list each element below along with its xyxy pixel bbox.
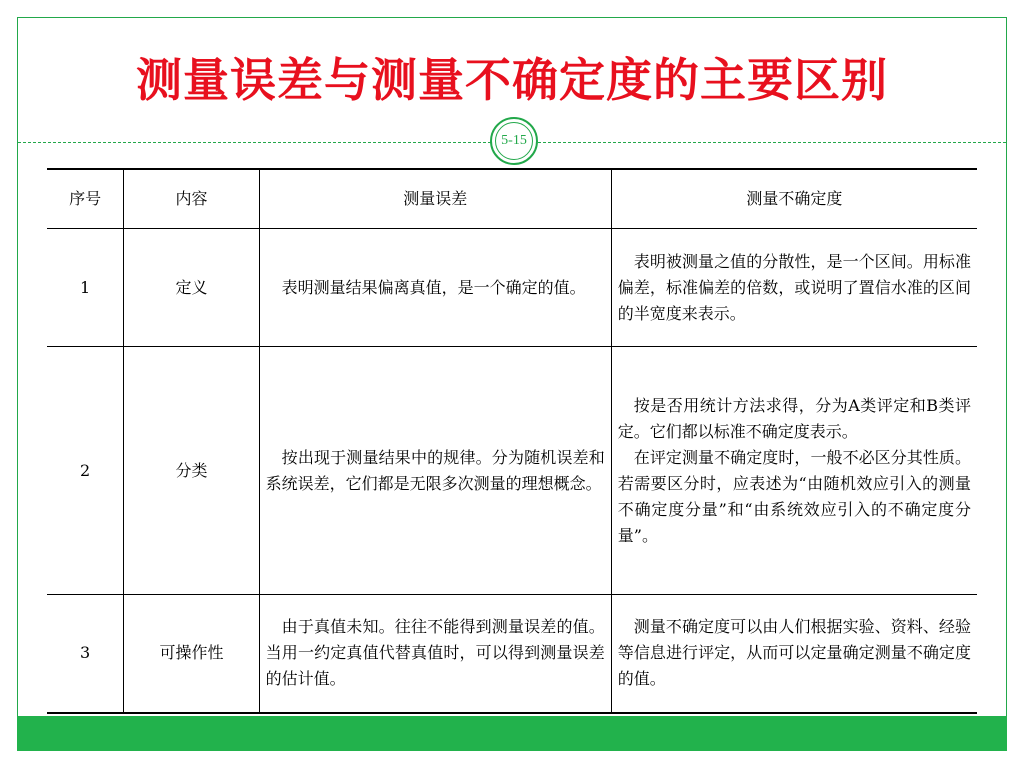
table-header-row (47, 169, 977, 229)
slide-title: 测量误差与测量不确定度的主要区别 (136, 53, 888, 107)
comparison-table (47, 168, 977, 714)
row-item: 定义 (124, 229, 259, 347)
error-text: 由于真值未知。往往不能得到测量误差的值。当用一约定真值代替真值时，可以得到测量误差的估计值。 (265, 617, 605, 689)
page-number-badge (490, 117, 538, 165)
page-number: 5-15 (501, 133, 527, 148)
header-no: 序号 (47, 169, 124, 229)
row-uncertainty (611, 595, 977, 713)
header-uncertainty: 测量不确定度 (611, 169, 977, 229)
uncertainty-text: 按是否用统计方法求得，分为A类评定和B类评定。它们都以标准不确定度表示。 (617, 395, 971, 441)
table-row (47, 595, 977, 713)
uncertainty-text: 在评定测量不确定度时，一般不必区分其性质。若需要区分时，应表述为“由随机效应引入的测量不确定度分量”和“由系统效应引入的不确定度分量”。 (617, 447, 971, 545)
error-text: 按出现于测量结果中的规律。分为随机误差和系统误差，它们都是无限多次测量的理想概念。 (265, 447, 605, 493)
table-row (47, 229, 977, 347)
uncertainty-text: 测量不确定度可以由人们根据实验、资料、经验等信息进行评定，从而可以定量确定测量不确定度的值。 (617, 617, 971, 689)
row-error (259, 229, 611, 347)
row-no: 2 (47, 347, 124, 595)
uncertainty-text: 表明被测量之值的分散性，是一个区间。用标准偏差，标准偏差的倍数，或说明了置信水准的区间的半宽度来表示。 (617, 251, 971, 323)
row-error (259, 595, 611, 713)
row-item: 可操作性 (124, 595, 259, 713)
header-item: 内容 (124, 169, 259, 229)
table-row (47, 347, 977, 595)
error-text: 表明测量结果偏离真值，是一个确定的值。 (281, 277, 586, 297)
row-item: 分类 (124, 347, 259, 595)
row-no: 1 (47, 229, 124, 347)
row-error (259, 347, 611, 595)
row-no: 3 (47, 595, 124, 713)
header-error: 测量误差 (259, 169, 611, 229)
row-uncertainty (611, 347, 977, 595)
footer-bar (17, 716, 1007, 751)
row-uncertainty (611, 229, 977, 347)
